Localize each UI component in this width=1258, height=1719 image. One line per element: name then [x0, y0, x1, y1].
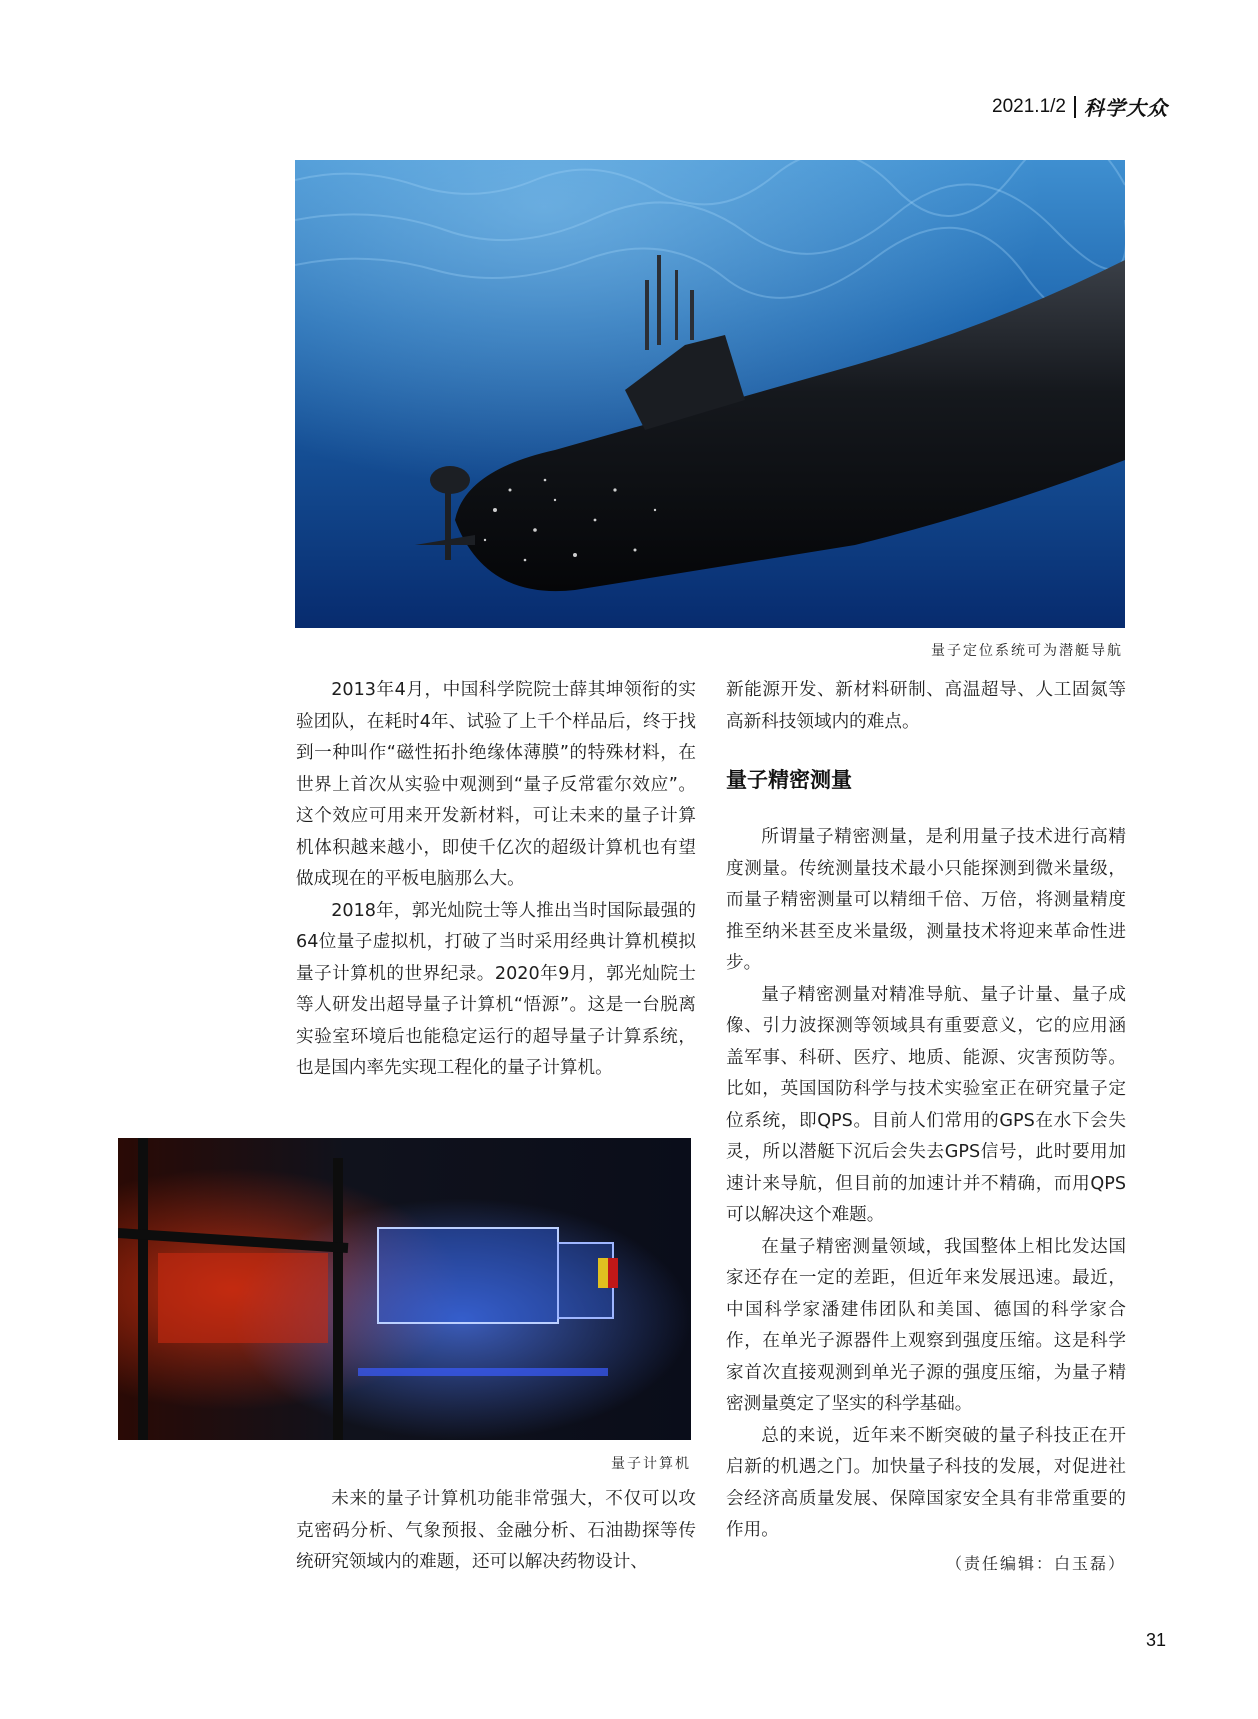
right-column [726, 675, 1126, 1574]
section-heading: 量子精密测量 [726, 768, 852, 792]
paragraph: 2013年4月，中国科学院院士薛其坤领衔的实验团队，在耗时4年、试验了上千个样品后，终于找到一种叫作“磁性拓扑绝缘体薄膜”的特殊材料，在世界上首次从实验中观测到“量子反常霍尔效应”。这个效应可用来开发新材料，可让未来的量子计算机体积越来越小，即使千亿次的超级计算机也有望做成现在的平板电脑那么大。 [296, 680, 696, 889]
left-column-top [296, 675, 696, 1085]
issue-date: 2021.1/2 [992, 95, 1066, 117]
figure1-caption: 量子定位系统可为潜艇导航 [931, 643, 1123, 659]
paragraph: 2018年，郭光灿院士等人推出当时国际最强的64位量子虚拟机，打破了当时采用经典计算机模拟量子计算机的世界纪录。2020年9月，郭光灿院士等人研发出超导量子计算机“悟源”。这是一台脱离实验室环境后也能稳定运行的超导量子计算系统，也是国内率先实现工程化的量子计算机。 [296, 900, 696, 1078]
editor-credit: （责任编辑：白玉磊） [945, 1553, 1126, 1573]
running-header [992, 92, 1168, 121]
paragraph: 未来的量子计算机功能非常强大，不仅可以攻克密码分析、气象预报、金融分析、石油勘探等传统研究领域内的难题，还可以解决药物设计、 [296, 1489, 696, 1572]
quantum-computer-photo [118, 1138, 691, 1440]
left-column-bottom [296, 1484, 696, 1579]
paragraph: 所谓量子精密测量，是利用量子技术进行高精度测量。传统测量技术最小只能探测到微米量级，而量子精密测量可以精细千倍、万倍，将测量精度推至纳米甚至皮米量级，测量技术将迎来革命性进步。 [726, 827, 1126, 973]
magazine-title: 科学大众 [1084, 96, 1168, 120]
submarine-photo [295, 160, 1125, 628]
figure2-caption: 量子计算机 [611, 1456, 691, 1472]
paragraph: 总的来说，近年来不断突破的量子科技正在开启新的机遇之门。加快量子科技的发展，对促进社会经济高质量发展、保障国家安全具有非常重要的作用。 [726, 1425, 1126, 1540]
paragraph: 在量子精密测量领域，我国整体上相比发达国家还存在一定的差距，但近年来发展迅速。最近，中国科学家潘建伟团队和美国、德国的科学家合作，在单光子源器件上观察到强度压缩。这是科学家首次直接观测到单光子源的强度压缩，为量子精密测量奠定了坚实的科学基础。 [726, 1236, 1126, 1414]
lab-illustration [118, 1138, 691, 1440]
submarine-illustration [295, 160, 1125, 628]
paragraph: 量子精密测量对精准导航、量子计量、量子成像、引力波探测等领域具有重要意义，它的应用涵盖军事、科研、医疗、地质、能源、灾害预防等。比如，英国国防科学与技术实验室正在研究量子定位系统，即QPS。目前人们常用的GPS在水下会失灵，所以潜艇下沉后会失去GPS信号，此时要用加速计来导航，但目前的加速计并不精确，而用QPS可以解决这个难题。 [726, 984, 1126, 1225]
paragraph: 新能源开发、新材料研制、高温超导、人工固氮等高新科技领域内的难点。 [726, 680, 1126, 732]
header-divider [1074, 96, 1076, 118]
page-number: 31 [1145, 1630, 1166, 1650]
